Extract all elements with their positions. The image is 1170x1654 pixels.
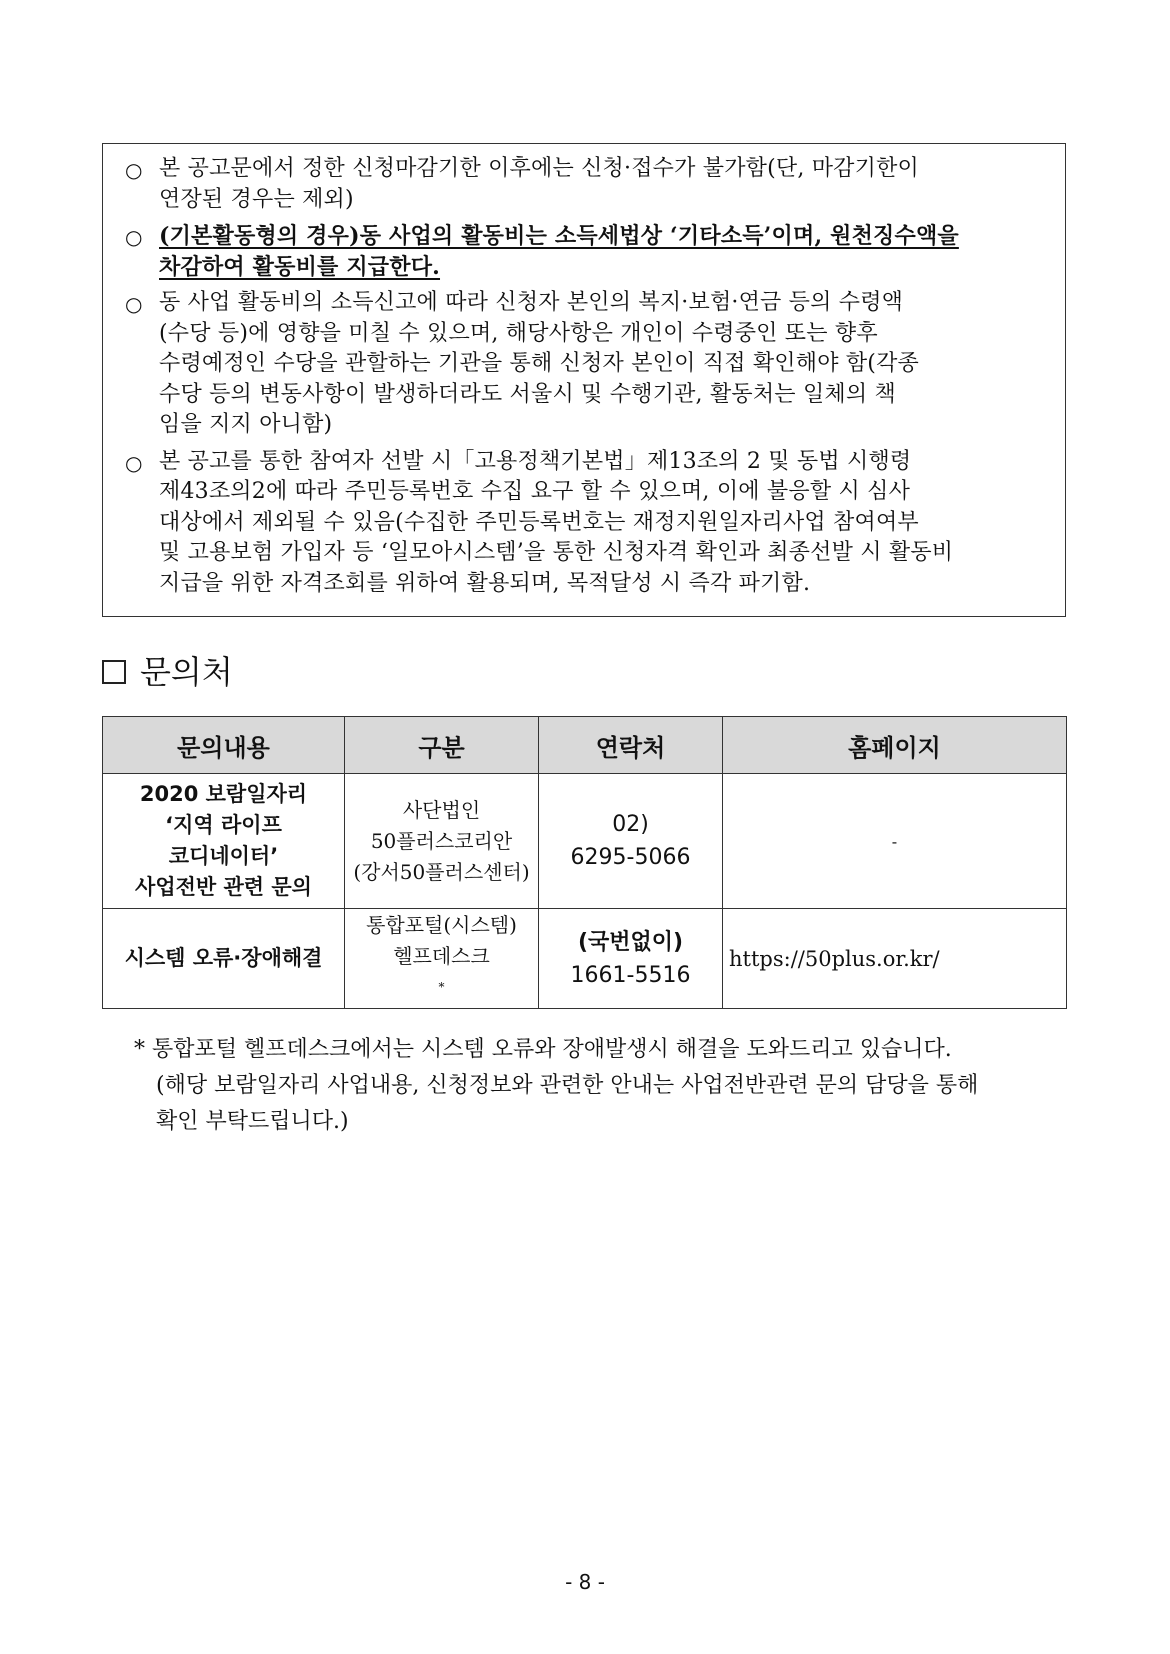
page-number: - 8 - [565, 1570, 605, 1594]
circle-bullet-icon: ○ [125, 158, 143, 182]
cell-homepage [723, 909, 1067, 1009]
table-row [103, 774, 1067, 909]
notice-item-activity-fee [125, 221, 1055, 282]
notice-line: (기본활동형의 경우)동 사업의 활동비는 소득세법상 ‘기타소득’이며, 원천징수액을 [159, 223, 959, 249]
notice-line: (수당 등)에 영향을 미칠 수 있으며, 해당사항은 개인이 수령중인 또는 향후 [159, 320, 878, 346]
notice-line: 및 고용보험 가입자 등 ‘일모아시스템’을 통한 신청자격 확인과 최종선발 시 활동비 [159, 540, 954, 565]
cell-topic [103, 909, 345, 1009]
footnote-marker: * [438, 979, 445, 994]
topic-line: ‘지역 라이프 [165, 813, 282, 837]
topic-line: 2020 보람일자리 [139, 782, 308, 806]
notice-box [102, 143, 1066, 617]
notice-item-resident-number [125, 447, 1055, 600]
contact-line: (국번없이) [577, 929, 684, 955]
homepage-link[interactable]: https://50plus.or.kr/ [729, 946, 940, 971]
circle-bullet-icon: ○ [125, 225, 143, 249]
cell-division [345, 774, 539, 909]
header-topic: 문의내용 [103, 717, 345, 774]
division-text: 헬프데스크 [393, 943, 490, 968]
notice-list [125, 154, 1055, 605]
notice-line: 차감하여 활동비를 지급한다. [159, 253, 441, 280]
notice-text [159, 447, 1055, 600]
cell-contact [539, 774, 723, 909]
cell-homepage [723, 774, 1067, 909]
cell-division [345, 909, 539, 1009]
header-homepage: 홈페이지 [723, 717, 1067, 774]
contact-table [102, 716, 1067, 1009]
notice-line: 연장된 경우는 제외) [159, 186, 354, 212]
topic-line: 사업전반 관련 문의 [135, 875, 312, 899]
section-title: 문의처 [140, 653, 233, 691]
notice-line: 제43조의2에 따라 주민등록번호 수집 요구 할 수 있으며, 이에 불응할 시 심사 [159, 479, 911, 504]
section-heading-inquiry [102, 652, 233, 692]
notice-line: 본 공고문에서 정한 신청마감기한 이후에는 신청·접수가 불가함(단, 마감기한이 [159, 156, 919, 181]
phone-number: 1661-5516 [570, 962, 691, 988]
footnote-asterisk: * [134, 1037, 145, 1062]
notice-line: 임을 지지 아니함) [159, 412, 333, 437]
notice-line: 지급을 위한 자격조회를 위하여 활용되며, 목적달성 시 즉각 파기함. [159, 570, 811, 596]
notice-text [159, 154, 1055, 215]
topic-line: 시스템 오류·장애해결 [124, 946, 323, 970]
notice-line: 수령예정인 수당을 관할하는 기관을 통해 신청자 본인이 직접 확인해야 함(각종 [159, 351, 919, 376]
notice-item-deadline [125, 154, 1055, 215]
division-line: 통합포털(시스템) [366, 912, 517, 937]
division-line [393, 941, 490, 1008]
cell-topic [103, 774, 345, 909]
header-contact: 연락처 [539, 717, 723, 774]
checkbox-square-icon [102, 660, 126, 684]
table-header-row [103, 717, 1067, 774]
contact-line: 02) [612, 812, 649, 837]
notice-line: 대상에서 제외될 수 있음(수집한 주민등록번호는 재정지원일자리사업 참여여부 [159, 509, 919, 535]
notice-text [159, 288, 1055, 441]
division-line: 사단법인 [402, 797, 481, 822]
division-line: 50플러스코리안 [370, 828, 513, 853]
topic-line: 코디네이터’ [168, 844, 279, 868]
table-row [103, 909, 1067, 1009]
footnote-line [114, 1032, 1074, 1068]
footnote-text: 통합포털 헬프데스크에서는 시스템 오류와 장애발생시 해결을 도와드리고 있습니다. [152, 1037, 952, 1062]
notice-item-income-report [125, 288, 1055, 441]
footnote-line: (해당 보람일자리 사업내용, 신청정보와 관련한 안내는 사업전반관련 문의 담당을 통해 [156, 1073, 979, 1098]
notice-line: 본 공고를 통한 참여자 선발 시「고용정책기본법」제13조의 2 및 동법 시행령 [159, 448, 912, 474]
footnote [134, 1032, 1074, 1140]
notice-text [159, 221, 1055, 282]
header-division: 구분 [345, 717, 539, 774]
footnote-line: 확인 부탁드립니다.) [156, 1109, 349, 1134]
phone-number: 6295-5066 [570, 845, 691, 870]
notice-line: 수당 등의 변동사항이 발생하더라도 서울시 및 수행기관, 활동처는 일체의 책 [159, 381, 896, 407]
division-line: (강서50플러스센터) [353, 859, 530, 884]
circle-bullet-icon: ○ [125, 292, 143, 316]
notice-line: 동 사업 활동비의 소득신고에 따라 신청자 본인의 복지·보험·연금 등의 수령액 [159, 290, 904, 315]
cell-contact [539, 909, 723, 1009]
circle-bullet-icon: ○ [125, 450, 143, 475]
homepage-value: - [891, 831, 898, 851]
